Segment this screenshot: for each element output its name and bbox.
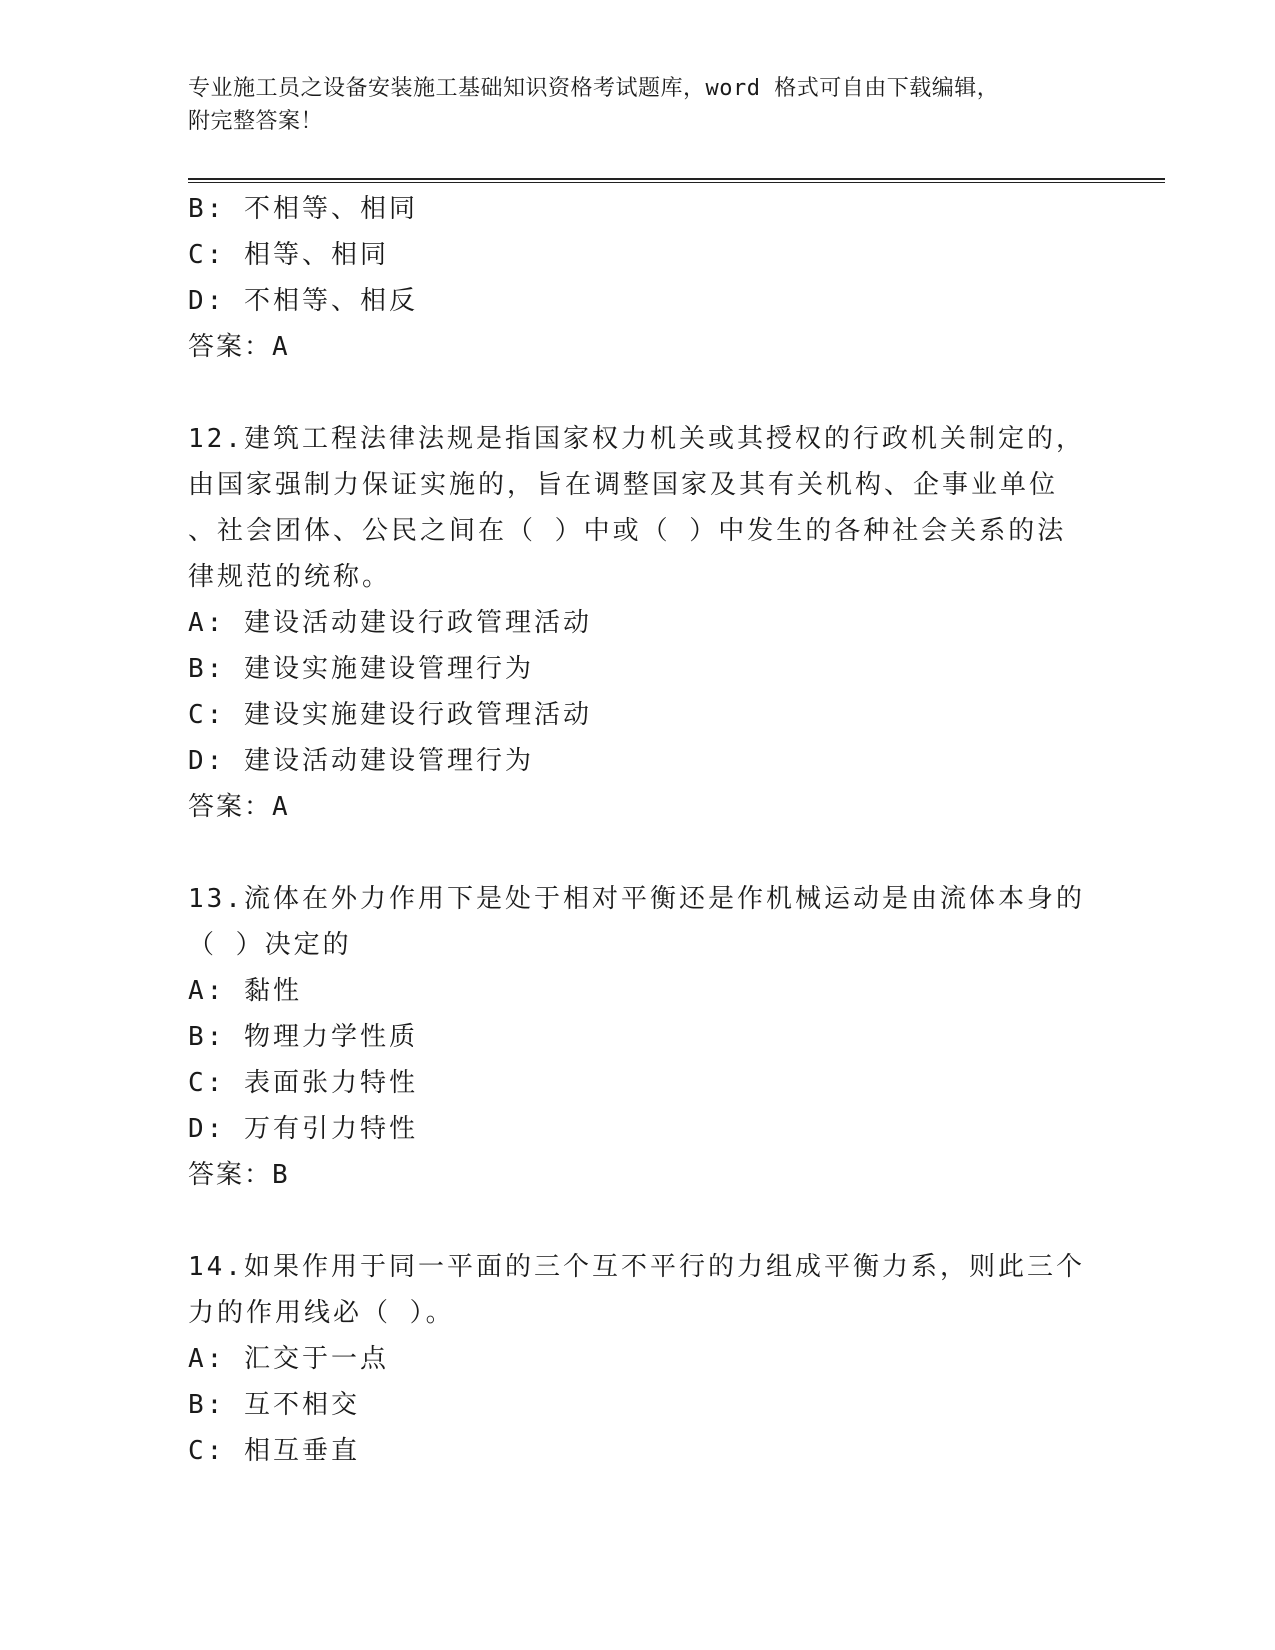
question-12: [188, 416, 1088, 830]
option-d: D: 建设活动建设管理行为: [188, 746, 534, 776]
question-stem-line: 、社会团体、公民之间在（ ）中或（ ）中发生的各种社会关系的法: [188, 516, 1067, 546]
option-c: C: 表面张力特性: [188, 1068, 418, 1098]
question-stem-line: （ ）决定的: [188, 930, 352, 960]
question-14: [188, 1244, 1088, 1474]
option-b: B: 互不相交: [188, 1390, 360, 1420]
option-c: C: 相等、相同: [188, 240, 389, 270]
option-b: B: 不相等、相同: [188, 194, 418, 224]
question-13: [188, 876, 1088, 1198]
header-line-2: 附完整答案！: [188, 109, 324, 134]
question-stem-line: 律规范的统称。: [188, 562, 392, 592]
question-stem-line: 13.流体在外力作用下是处于相对平衡还是作机械运动是由流体本身的: [188, 884, 1085, 914]
answer: 答案：B: [188, 1160, 290, 1190]
option-d: D: 不相等、相反: [188, 286, 418, 316]
option-b: B: 物理力学性质: [188, 1022, 418, 1052]
question-stem-line: 12.建筑工程法律法规是指国家权力机关或其授权的行政机关制定的，: [188, 424, 1085, 454]
page-header: [188, 72, 1088, 138]
option-a: A: 黏性: [188, 976, 302, 1006]
question-stem-line: 由国家强制力保证实施的，旨在调整国家及其有关机构、企事业单位: [188, 470, 1059, 500]
question-11-tail: [188, 186, 1088, 370]
question-content: [188, 186, 1088, 1474]
option-d: D: 万有引力特性: [188, 1114, 418, 1144]
option-a: A: 汇交于一点: [188, 1344, 389, 1374]
question-stem-line: 14.如果作用于同一平面的三个互不平行的力组成平衡力系，则此三个: [188, 1252, 1085, 1282]
option-c: C: 相互垂直: [188, 1436, 360, 1466]
option-b: B: 建设实施建设管理行为: [188, 654, 534, 684]
answer: 答案：A: [188, 332, 290, 362]
answer: 答案：A: [188, 792, 290, 822]
header-line-1: 专业施工员之设备安装施工基础知识资格考试题库，word 格式可自由下载编辑，: [188, 76, 1000, 101]
header-divider: [188, 178, 1165, 183]
option-a: A: 建设活动建设行政管理活动: [188, 608, 592, 638]
option-c: C: 建设实施建设行政管理活动: [188, 700, 592, 730]
question-stem-line: 力的作用线必（ ）。: [188, 1298, 455, 1328]
